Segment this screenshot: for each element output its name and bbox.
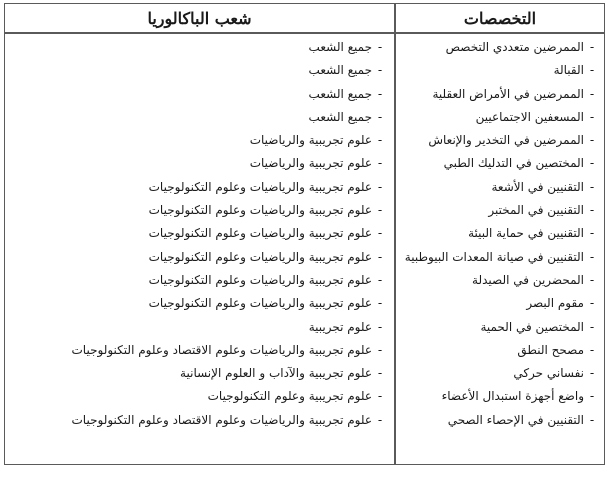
specialty-name: الممرضين في التخدير والإنعاش bbox=[428, 133, 584, 148]
bullet-dash: - bbox=[589, 319, 595, 334]
specialty-name: الممرضين في الأمراض العقلية bbox=[432, 86, 584, 101]
stream-name: جميع الشعب bbox=[308, 63, 372, 78]
stream-cell bbox=[8, 176, 388, 199]
table-row bbox=[5, 152, 604, 175]
bullet-dash: - bbox=[589, 296, 595, 311]
bullet-dash: - bbox=[589, 133, 595, 148]
stream-cell bbox=[8, 339, 388, 362]
specialty-cell bbox=[393, 385, 600, 408]
bullet-dash: - bbox=[589, 226, 595, 241]
table-row bbox=[5, 409, 604, 432]
stream-cell bbox=[8, 292, 388, 315]
table-row bbox=[5, 316, 604, 339]
table-row bbox=[5, 362, 604, 385]
bullet-dash: - bbox=[589, 249, 595, 264]
bullet-dash: - bbox=[377, 272, 383, 287]
bullet-dash: - bbox=[589, 366, 595, 381]
stream-cell bbox=[8, 199, 388, 222]
specialty-name: الممرضين متعددي التخصص bbox=[445, 40, 584, 54]
specialty-cell bbox=[393, 176, 600, 199]
specialty-name: المحضرين في الصيدلة bbox=[472, 272, 584, 287]
specialty-cell bbox=[393, 106, 600, 129]
table-row bbox=[5, 292, 604, 315]
bullet-dash: - bbox=[589, 203, 595, 218]
stream-cell bbox=[8, 269, 388, 292]
bullet-dash: - bbox=[589, 342, 595, 357]
stream-cell bbox=[8, 36, 388, 59]
specialty-name: المسعفين الاجتماعيين bbox=[475, 109, 584, 124]
specialty-cell bbox=[393, 409, 600, 432]
table-body bbox=[5, 36, 604, 432]
specialty-name: المختصين في الحمية bbox=[480, 319, 584, 334]
specialty-name: التقنيين في المختبر bbox=[488, 203, 584, 218]
stream-cell bbox=[8, 385, 388, 408]
stream-cell bbox=[8, 246, 388, 269]
stream-name: علوم تجريبية والرياضيات bbox=[249, 133, 372, 148]
stream-name: علوم تجريبية والرياضيات وعلوم التكنولوجيات bbox=[148, 296, 372, 311]
specialty-cell bbox=[393, 222, 600, 245]
specialty-name: التقنيين في حماية البيئة bbox=[468, 226, 584, 241]
table-row bbox=[5, 129, 604, 152]
bullet-dash: - bbox=[589, 86, 595, 101]
specialty-name: المختصين في التدليك الطبي bbox=[443, 156, 584, 171]
bullet-dash: - bbox=[377, 156, 383, 171]
bullet-dash: - bbox=[377, 389, 383, 404]
stream-cell bbox=[8, 129, 388, 152]
table-row bbox=[5, 83, 604, 106]
stream-cell bbox=[8, 152, 388, 175]
bullet-dash: - bbox=[589, 272, 595, 287]
bullet-dash: - bbox=[589, 63, 595, 78]
bullet-dash: - bbox=[589, 389, 595, 404]
bullet-dash: - bbox=[377, 366, 383, 381]
stream-name: علوم تجريبية والرياضيات وعلوم التكنولوجيات bbox=[148, 179, 372, 194]
stream-name: علوم تجريبية والرياضيات وعلوم التكنولوجيات bbox=[148, 226, 372, 241]
specialty-cell bbox=[393, 199, 600, 222]
table-row bbox=[5, 199, 604, 222]
header-divider bbox=[5, 32, 604, 34]
bullet-dash: - bbox=[589, 179, 595, 194]
table-row bbox=[5, 222, 604, 245]
stream-cell bbox=[8, 222, 388, 245]
bullet-dash: - bbox=[377, 203, 383, 218]
specialty-name: مصحح النطق bbox=[517, 342, 584, 357]
specialty-cell bbox=[393, 59, 600, 82]
specialties-table bbox=[4, 3, 605, 465]
bullet-dash: - bbox=[377, 133, 383, 148]
stream-name: جميع الشعب bbox=[308, 86, 372, 101]
baccalaureate-header: شعب الباكالوريا bbox=[147, 9, 252, 28]
stream-cell bbox=[8, 59, 388, 82]
stream-cell bbox=[8, 83, 388, 106]
stream-name: علوم تجريبية وعلوم التكنولوجيات bbox=[207, 389, 372, 404]
bullet-dash: - bbox=[377, 296, 383, 311]
specialty-name: القبالة bbox=[553, 63, 584, 78]
stream-name: علوم تجريبية والرياضيات وعلوم التكنولوجيات bbox=[148, 203, 372, 218]
table-row bbox=[5, 246, 604, 269]
bullet-dash: - bbox=[377, 40, 383, 54]
specialty-name: التقنيين في صيانة المعدات البيوطبية bbox=[404, 249, 584, 264]
bullet-dash: - bbox=[589, 40, 595, 54]
bullet-dash: - bbox=[377, 319, 383, 334]
table-row bbox=[5, 106, 604, 129]
specialty-cell bbox=[393, 83, 600, 106]
specialties-header: التخصصات bbox=[463, 9, 537, 28]
stream-name: علوم تجريبية والآداب و العلوم الإنسانية bbox=[180, 366, 372, 381]
specialty-cell bbox=[393, 129, 600, 152]
stream-name: جميع الشعب bbox=[308, 109, 372, 124]
table-row bbox=[5, 269, 604, 292]
specialty-cell bbox=[393, 339, 600, 362]
bullet-dash: - bbox=[377, 63, 383, 78]
bullet-dash: - bbox=[377, 226, 383, 241]
stream-name: علوم تجريبية bbox=[308, 319, 372, 334]
stream-name: علوم تجريبية والرياضيات وعلوم التكنولوجيات bbox=[148, 249, 372, 264]
bullet-dash: - bbox=[589, 109, 595, 124]
specialty-name: التقنيين في الإحصاء الصحي bbox=[447, 412, 584, 427]
stream-cell bbox=[8, 106, 388, 129]
bullet-dash: - bbox=[377, 179, 383, 194]
stream-name: علوم تجريبية والرياضيات وعلوم الاقتصاد وعلوم التكنولوجيات bbox=[71, 342, 372, 357]
bullet-dash: - bbox=[377, 249, 383, 264]
stream-cell bbox=[8, 362, 388, 385]
table-row bbox=[5, 36, 604, 59]
table-row bbox=[5, 176, 604, 199]
specialty-cell bbox=[393, 362, 600, 385]
specialty-cell bbox=[393, 292, 600, 315]
specialty-name: واضع أجهزة استبدال الأعضاء bbox=[441, 389, 584, 404]
table-row bbox=[5, 339, 604, 362]
specialty-name: نفساني حركي bbox=[513, 366, 584, 381]
specialty-cell bbox=[393, 36, 600, 59]
table-row bbox=[5, 59, 604, 82]
specialty-name: التقنيين في الأشعة bbox=[491, 179, 584, 194]
specialty-name: مقوم البصر bbox=[526, 296, 584, 311]
stream-name: علوم تجريبية والرياضيات bbox=[249, 156, 372, 171]
bullet-dash: - bbox=[589, 412, 595, 427]
stream-name: جميع الشعب bbox=[308, 40, 372, 54]
bullet-dash: - bbox=[377, 109, 383, 124]
stream-name: علوم تجريبية والرياضيات وعلوم التكنولوجيات bbox=[148, 272, 372, 287]
specialty-cell bbox=[393, 269, 600, 292]
specialty-cell bbox=[393, 152, 600, 175]
stream-cell bbox=[8, 409, 388, 432]
bullet-dash: - bbox=[377, 342, 383, 357]
bullet-dash: - bbox=[377, 412, 383, 427]
stream-name: علوم تجريبية والرياضيات وعلوم الاقتصاد وعلوم التكنولوجيات bbox=[71, 412, 372, 427]
specialty-cell bbox=[393, 316, 600, 339]
bullet-dash: - bbox=[589, 156, 595, 171]
specialty-cell bbox=[393, 246, 600, 269]
bullet-dash: - bbox=[377, 86, 383, 101]
stream-cell bbox=[8, 316, 388, 339]
table-row bbox=[5, 385, 604, 408]
